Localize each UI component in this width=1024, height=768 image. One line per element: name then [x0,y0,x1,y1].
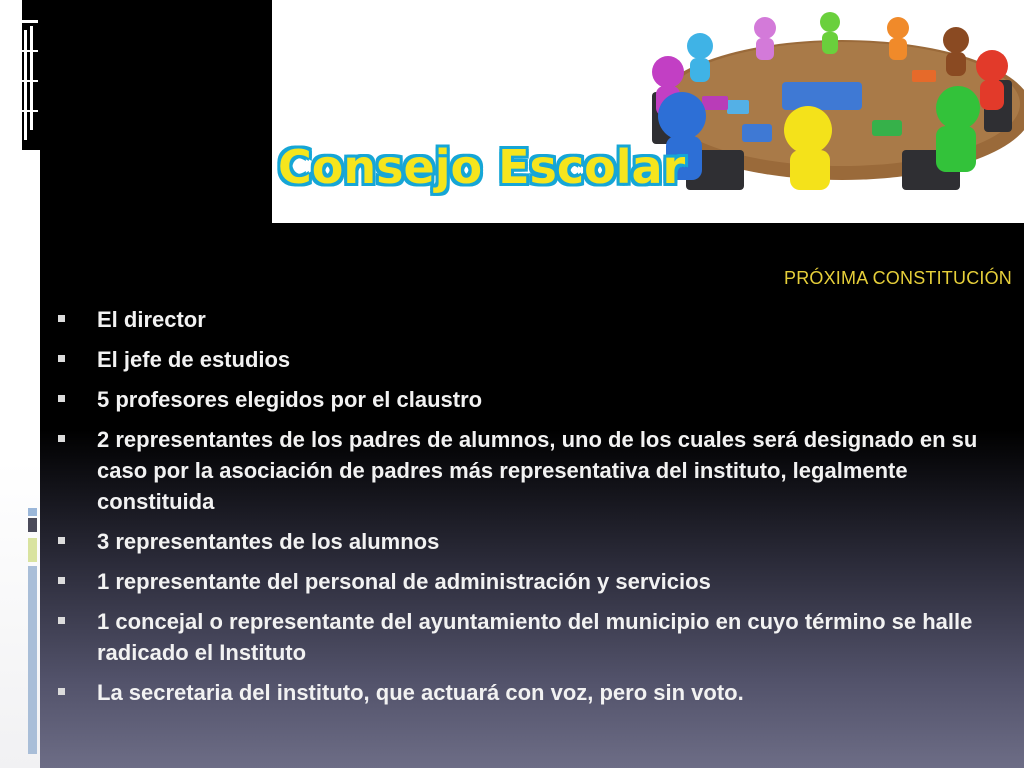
left-accent-bars [0,0,40,768]
list-item [58,304,1018,335]
header-banner [272,0,1024,223]
list-item-text: 3 representantes de los alumnos [97,529,440,554]
list-item-text: 1 representante del personal de administración y servicios [97,569,711,594]
list-item-text: 1 concejal o representante del ayuntamiento del municipio en cuyo término se halle radicado el Instituto [97,609,973,665]
accent-blue [28,508,37,516]
bullet-list [58,304,1018,717]
list-item-text: El jefe de estudios [97,347,291,372]
list-item [58,526,1018,557]
list-item-text: 5 profesores elegidos por el claustro [97,387,483,412]
banner-title: Consejo Escolar [278,140,686,194]
square-bullet-icon [58,577,65,584]
list-item [58,566,1018,597]
list-item [58,424,1018,517]
square-bullet-icon [58,315,65,322]
list-item-text: La secretaria del instituto, que actuará con voz, pero sin voto. [97,680,744,705]
square-bullet-icon [58,617,65,624]
square-bullet-icon [58,435,65,442]
list-item [58,384,1018,415]
window-logo-icon [18,20,38,150]
list-item [58,606,1018,668]
list-item-text: El director [97,307,206,332]
square-bullet-icon [58,395,65,402]
list-item [58,344,1018,375]
square-bullet-icon [58,537,65,544]
slide-subtitle: PRÓXIMA CONSTITUCIÓN [783,268,1012,288]
accent-steel [28,566,37,754]
square-bullet-icon [58,688,65,695]
list-item [58,677,1018,708]
square-bullet-icon [58,355,65,362]
list-item-text: 2 representantes de los padres de alumnos, uno de los cuales será designado en su caso por la asociación de padres más representativa del instituto, legalmente constituida [97,427,978,514]
accent-lime [28,538,37,562]
accent-grey [28,518,37,532]
